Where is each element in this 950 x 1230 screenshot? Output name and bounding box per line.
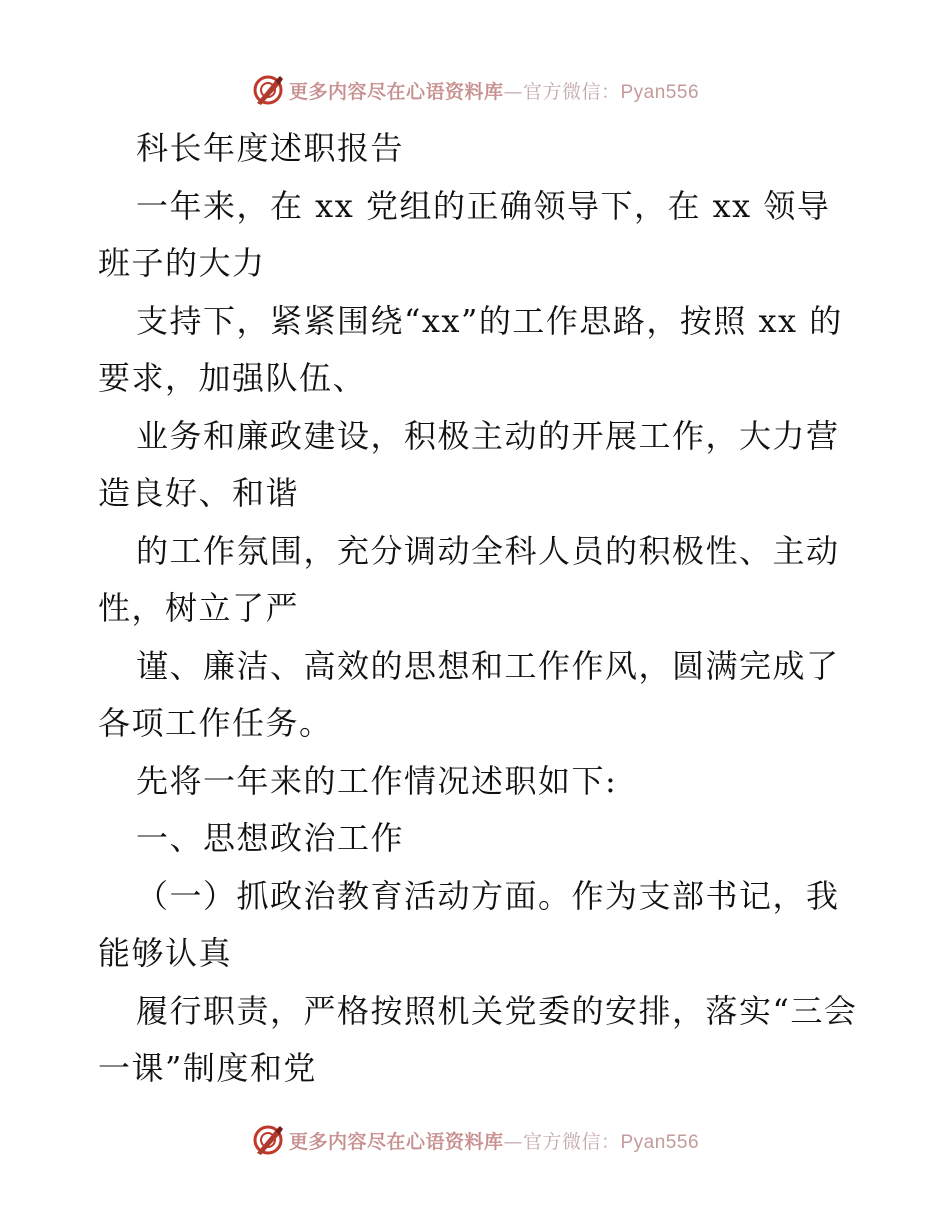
- paragraph: 业务和廉政建设，积极主动的开展工作，大力营造良好、和谐: [98, 416, 840, 512]
- watermark-text: 更多内容尽在心语资料库—官方微信：Pyan556: [288, 80, 700, 103]
- paragraph: 先将一年来的工作情况述职如下:: [136, 761, 618, 800]
- pen-logo-icon: [251, 1123, 285, 1157]
- footer-watermark: [0, 1120, 950, 1160]
- document-title: 科长年度述职报告: [136, 129, 405, 167]
- document-body: [98, 120, 858, 1098]
- paragraph: 的工作氛围，充分调动全科人员的积极性、主动性，树立了严: [98, 531, 840, 627]
- header-watermark: [0, 70, 950, 110]
- paragraph: 谨、廉洁、高效的思想和工作作风，圆满完成了各项工作任务。: [98, 646, 840, 742]
- pen-logo-icon: [251, 73, 285, 107]
- section-heading: 一、思想政治工作: [136, 819, 405, 857]
- paragraph: 支持下，紧紧围绕“xx”的工作思路，按照 xx 的要求，加强队伍、: [98, 301, 843, 397]
- paragraph: 一年来，在 xx 党组的正确领导下，在 xx 领导班子的大力: [98, 186, 831, 282]
- paragraph: 履行职责，严格按照机关党委的安排，落实“三会一课”制度和党: [98, 991, 858, 1087]
- paragraph: （一）抓政治教育活动方面。作为支部书记，我能够认真: [98, 876, 840, 972]
- watermark-text: 更多内容尽在心语资料库—官方微信：Pyan556: [288, 1130, 700, 1153]
